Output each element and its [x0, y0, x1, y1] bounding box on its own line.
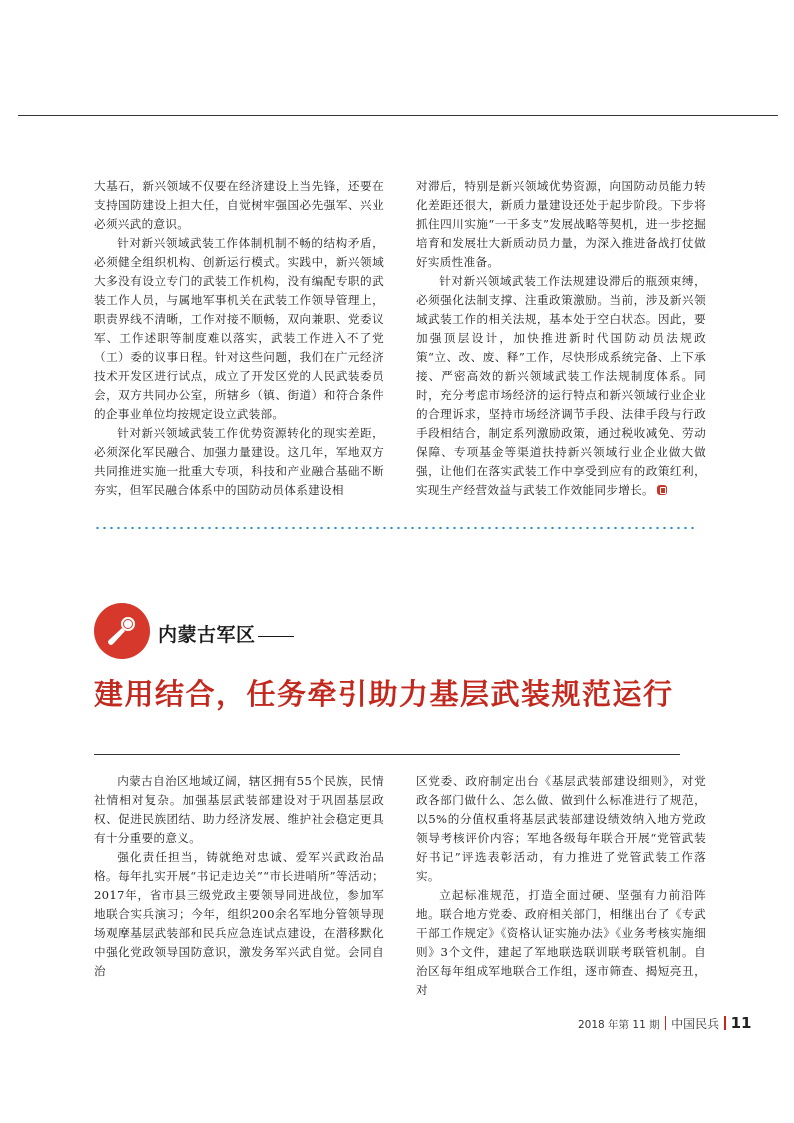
end-mark-icon: [657, 485, 667, 495]
article1-column-1: [94, 177, 384, 500]
paragraph: 区党委、政府制定出台《基层武装部建设细则》，对党政各部门做什么、怎么做、做到什么标准进行了规范，以5%的分值权重将基层武装部建设绩效纳入地方党政领导考核评价内容；军地各级每年联合开展“党管武装好书记”评选表彰活动，有力推进了党管武装工作落实。: [416, 774, 706, 883]
page-number: 11: [730, 1014, 752, 1032]
paragraph: [416, 272, 706, 500]
footer-separator: [665, 1016, 667, 1030]
dotted-divider: [94, 526, 698, 530]
section-label: [158, 620, 294, 647]
section-label-dash: [258, 636, 294, 637]
paragraph-text: 针对新兴领域武装工作法规建设滞后的瓶颈束缚，必须强化法制支撑、注重政策激励。当前，涉及新兴领域武装工作的相关法规，基本处于空白状态。因此，要加强顶层设计，加快推进新时代国防动员法规政策“立、改、废、释”工作，尽快形成系统完备、上下承接、严密高效的新兴领域武装工作法规制度体系。同时，充分考虑市场经济的运行特点和新兴领域行业企业的合理诉求，坚持市场经济调节手段、法律手段与行政手段相结合，制定系列激励政策，通过税收减免、劳动保障、专项基金等渠道扶持新兴领域行业企业做大做强，让他们在落实武装工作中享受到应有的政策红利，实现生产经营效益与武装工作效能同步增长。: [416, 274, 706, 497]
headline-rule: [94, 754, 680, 755]
paragraph: 针对新兴领域武装工作体制机制不畅的结构矛盾，必须健全组织机构、创新运行模式。实践中，新兴领域大多没有设立专门的武装工作机构，没有编配专职的武装工作人员，与属地军事机关在武装工作领导管理上，职责界线不清晰，工作对接不顺畅，双向兼职、党委议军、工作述职等制度难以落实，武装工作进入不了党（工）委的议事日程。针对这些问题，我们在广元经济技术开发区进行试点，成立了开发区党的人民武装委员会，双方共同办公室，所辖乡（镇、街道）和符合条件的企事业单位均按规定设立武装部。: [94, 236, 384, 421]
magazine-name: 中国民兵: [671, 1017, 720, 1031]
paragraph: 内蒙古自治区地域辽阔，辖区拥有55个民族，民情社情相对复杂。加强基层武装部建设对于巩固基层政权、促进民族团结、助力经济发展、维护社会稳定更具有十分重要的意义。: [94, 774, 384, 845]
article-headline: 建用结合，任务牵引助力基层武装规范运行: [94, 677, 674, 711]
article2-column-1: [94, 772, 384, 981]
paragraph: 针对新兴领域武装工作优势资源转化的现实差距，必须深化军民融合、加强力量建设。这几年，军地双方共同推进实施一批重大专项，科技和产业融合基础不断夯实，但军民融合体系中的国防动员体系建设相: [94, 426, 384, 497]
article1-column-2: [416, 177, 706, 500]
article2-column-2: [416, 772, 706, 1000]
paragraph: 强化责任担当，铸就绝对忠诚、爱军兴武政治品格。每年扎实开展“书记走边关”“市长进哨所”等活动；2017年，省市县三级党政主要领导同进战位，参加军地联合实兵演习；今年，组织200余名军地分管领导现场观摩基层武装部和民兵应急连试点建设，在潜移默化中强化党政领导国防意识，激发务军兴武自觉。会同自治: [94, 850, 384, 978]
paragraph: 大基石，新兴领域不仅要在经济建设上当先锋，还要在支持国防建设上担大任，自觉树牢强国必先强军、兴业必须兴武的意识。: [94, 179, 384, 231]
section-label-text: 内蒙古军区: [158, 624, 256, 646]
page-footer: [578, 1013, 752, 1032]
issue-label: 2018 年第 11 期: [578, 1019, 660, 1031]
microphone-icon: [94, 603, 150, 659]
top-rule: [18, 115, 778, 116]
paragraph: 立起标准规范，打造全面过硬、坚强有力前沿阵地。联合地方党委、政府相关部门，相继出台了《专武干部工作规定》《资格认证实施办法》《业务考核实施细则》3个文件，建起了军地联选联训联考联管机制。自治区每年组成军地联合工作组，逐市筛查、揭短亮丑，对: [416, 888, 706, 997]
footer-separator: [724, 1016, 726, 1030]
paragraph: 对滞后，特别是新兴领域优势资源，向国防动员能力转化差距还很大，新质力量建设还处于起步阶段。下步将抓住四川实施“一干多支”发展战略等契机，进一步挖掘培育和发展壮大新质动员力量，为深入推进备战打仗做好实质性准备。: [416, 179, 706, 269]
